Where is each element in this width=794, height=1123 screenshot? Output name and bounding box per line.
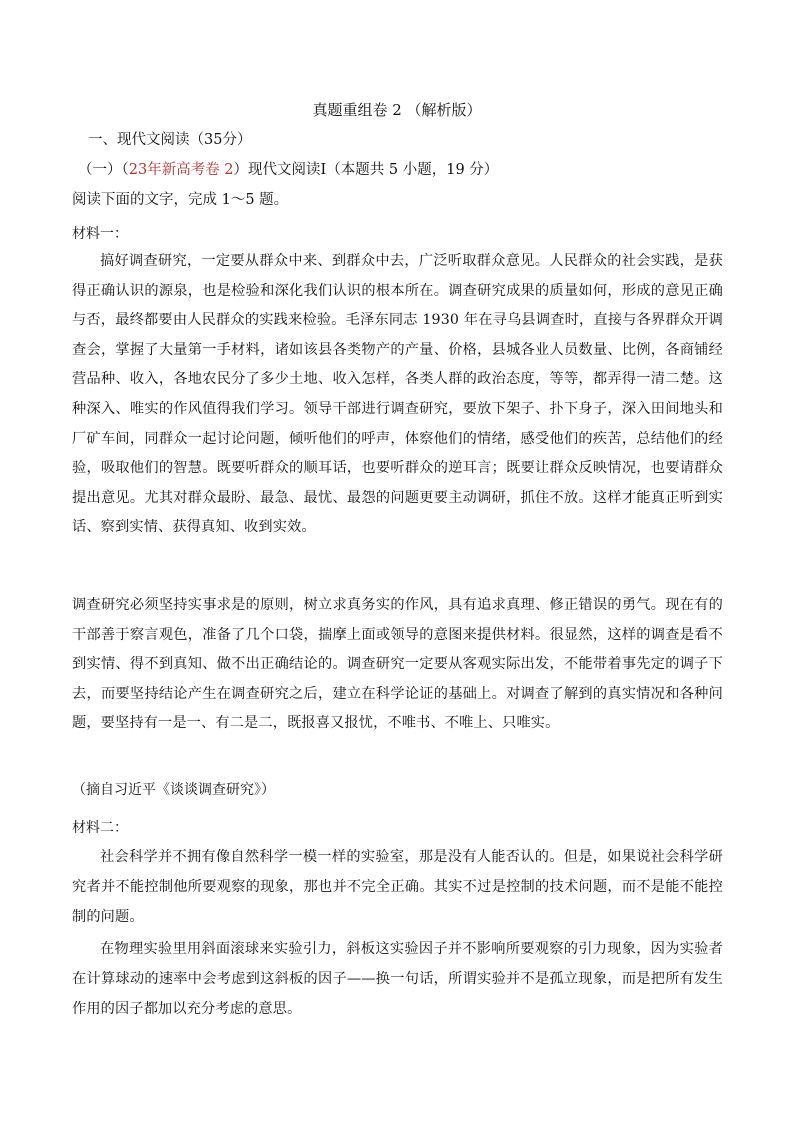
page-title: 真题重组卷 2 （解析版） <box>312 101 482 119</box>
subsection-prefix: （一）（ <box>78 162 129 178</box>
subsection-suffix: ）现代文阅读Ⅰ（本题共 5 小题，19 分） <box>233 162 499 178</box>
reading-instruction: 阅读下面的文字，完成 1～5 题。 <box>72 192 289 208</box>
material-two-paragraph-1: 社会科学并不拥有像自然科学一模一样的实验室，那是没有人能否认的。但是，如果说社会科学研究者并不能控制他所要观察的现象，那也并不完全正确。其实不过是控制的技术问题，而不是能不能控制的问题。 <box>72 849 723 925</box>
section-heading: 一、现代文阅读（35分） <box>88 132 252 148</box>
exam-source-tag: 23年新高考卷 2 <box>128 162 234 178</box>
material-one-source: （摘自习近平《谈谈调查研究》） <box>72 782 275 798</box>
material-two-label: 材料二： <box>72 820 128 836</box>
material-one-paragraph-1: 搞好调查研究，一定要从群众中来、到群众中去，广泛听取群众意见。人民群众的社会实践，是获得正确认识的源泉，也是检验和深化我们认识的根本所在。调查研究成果的质量如何，形成的意见正确与否，最终都要由人民群众的实践来检验。毛泽东同志 1930 年在寻乌县调查时，直接与各界群众开调查会，掌握了大量第一手材料，诸如该县各类物产的产量、价格，县城各业人员数量、比例，各商铺经营品种、收入，各地农民分了多少土地、收入怎样，各类人群的政治态度，等等，都弄得一清二楚。这种深入、唯实的作风值得我们学习。领导干部进行调查研究，要放下架子、扑下身子，深入田间地头和厂矿车间，同群众一起讨论问题，倾听他们的呼声，体察他们的情绪，感受他们的疾苦，总结他们的经验，吸取他们的智慧。既要听群众的顺耳话，也要听群众的逆耳言；既要让群众反映情况，也要请群众提出意见。尤其对群众最盼、最急、最忧、最怨的问题更要主动调研，抓住不放。这样才能真正听到实话、察到实情、获得真知、收到实效。 <box>72 253 723 536</box>
material-one-paragraph-2: 调查研究必须坚持实事求是的原则，树立求真务实的作风，具有追求真理、修正错误的勇气。现在有的干部善于察言观色，准备了几个口袋，揣摩上面或领导的意图来提供材料。很显然，这样的调查是看不到实情、得不到真知、做不出正确结论的。调查研究一定要从客观实际出发，不能带着事先定的调子下去，而要坚持结论产生在调查研究之后，建立在科学论证的基础上。对调查了解到的真实情况和各种问题，要坚持有一是一、有二是二，既报喜又报忧，不唯书、不唯上、只唯实。 <box>72 597 723 732</box>
material-two-paragraph-2: 在物理实验里用斜面滚球来实验引力，斜板这实验因子并不影响所要观察的引力现象，因为实验者在计算球动的速率中会考虑到这斜板的因子——换一句话，所谓实验并不是孤立现象，而是把所有发生作用的因子都加以充分考虑的意思。 <box>72 941 723 1017</box>
material-one-label: 材料一： <box>72 226 128 242</box>
subsection-heading <box>78 160 498 180</box>
